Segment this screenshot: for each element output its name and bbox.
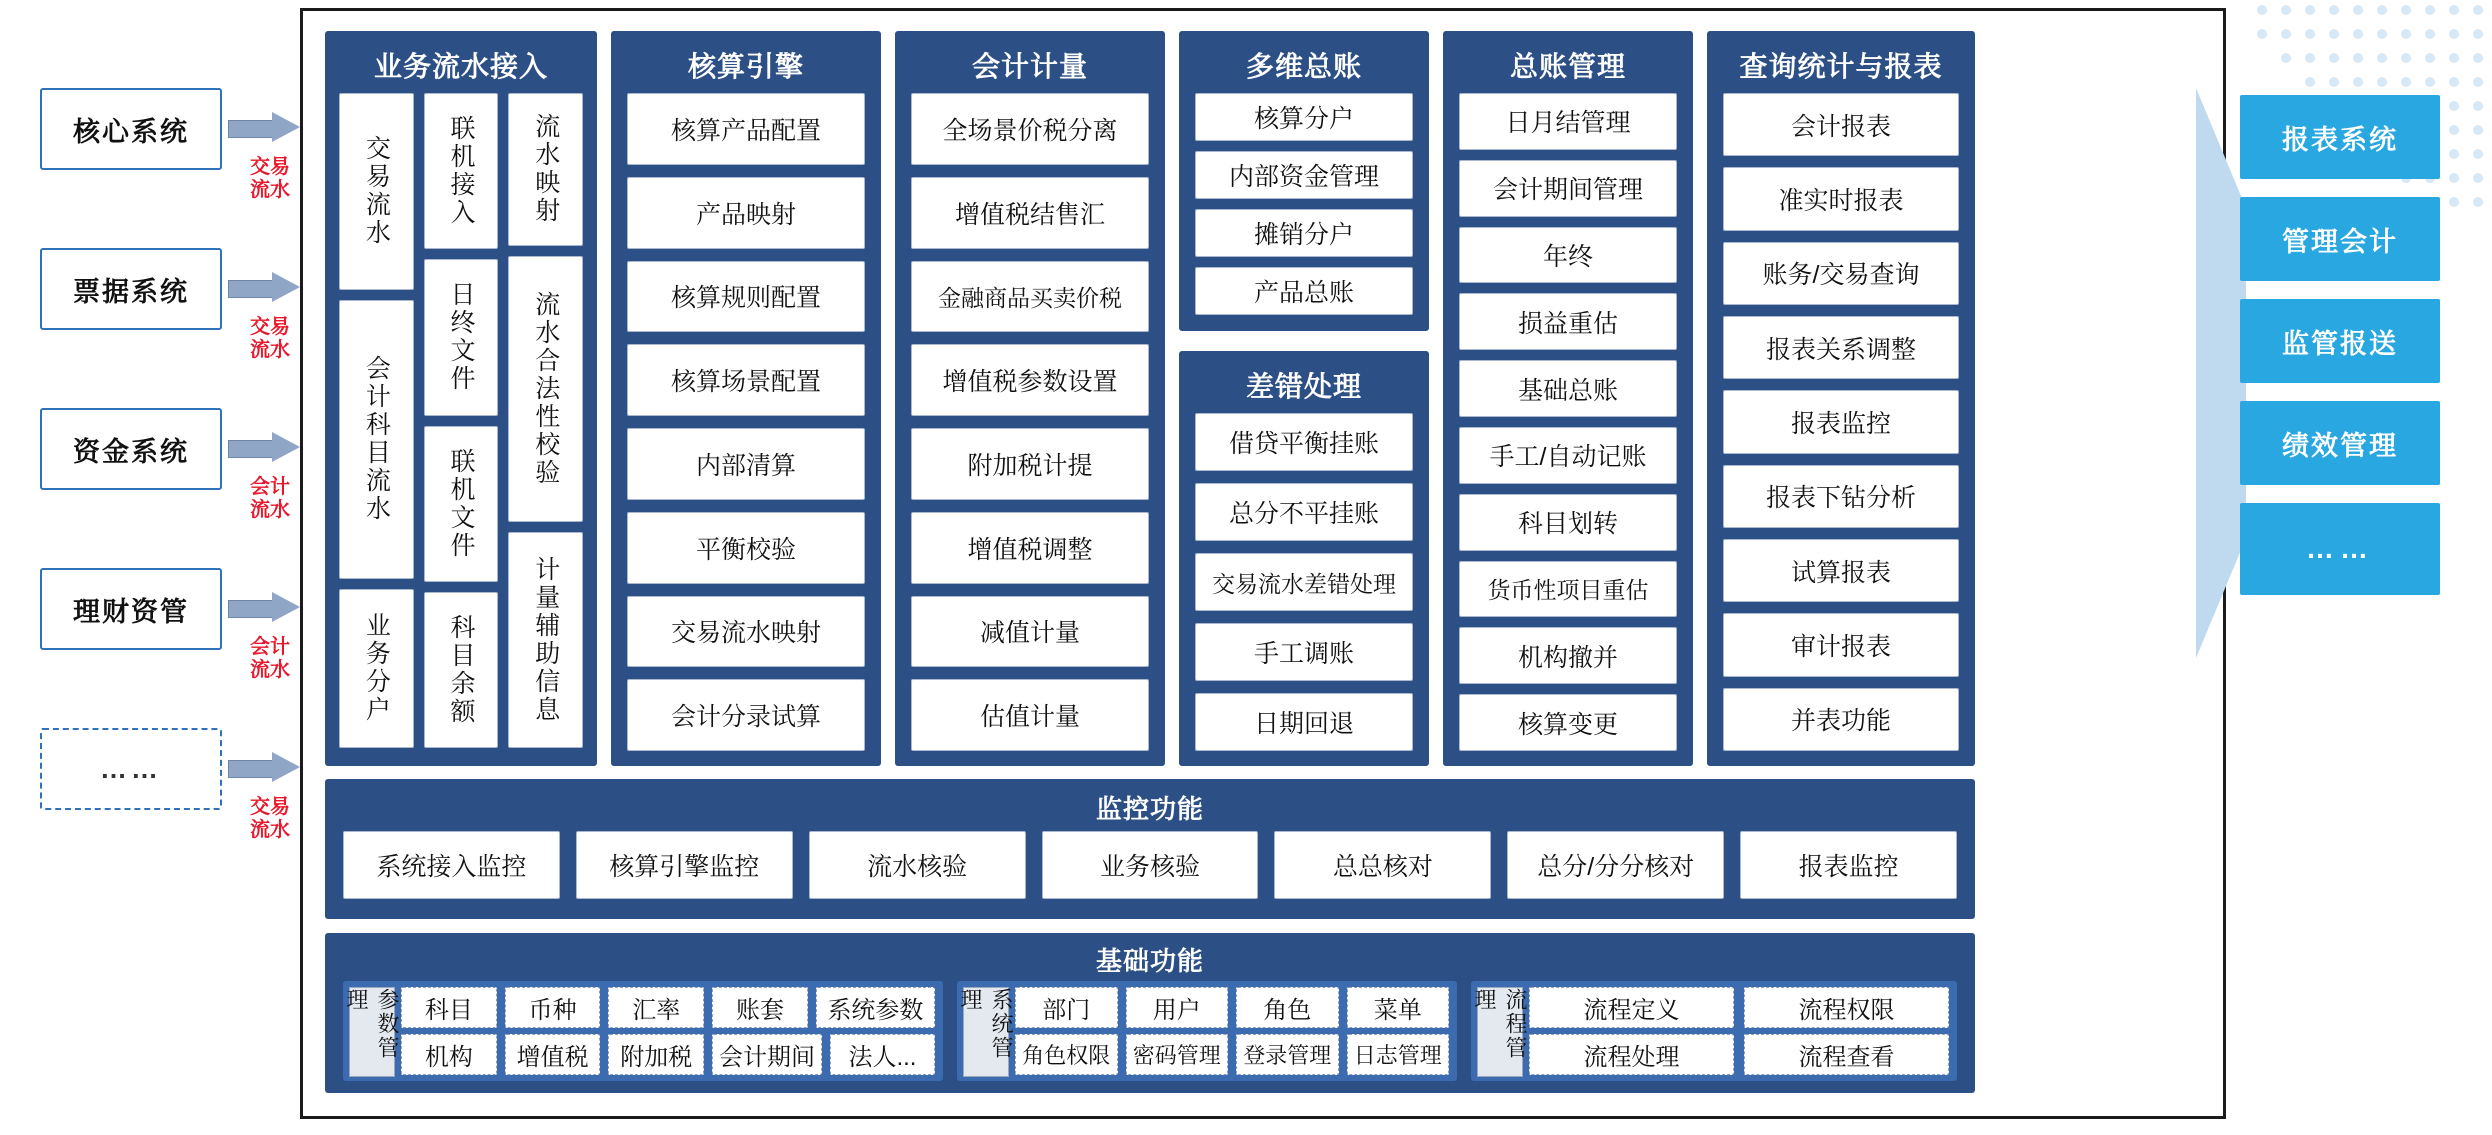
flow-label-more	[230, 796, 310, 842]
item-product-mapping[interactable]: 产品映射	[627, 177, 865, 249]
item-report-monitoring[interactable]: 报表监控	[1723, 390, 1959, 453]
flow-label-line1: 会计	[250, 636, 290, 658]
item-ledger-mismatch-suspense[interactable]: 总分不平挂账	[1195, 483, 1413, 541]
downstream-more[interactable]: ……	[2240, 503, 2440, 595]
group-label-system: 系统管理	[963, 987, 1009, 1077]
panel-accounting-engine	[611, 31, 881, 766]
item-accounting-report[interactable]: 会计报表	[1723, 93, 1959, 156]
source-row	[40, 70, 290, 230]
item-monetary-item-revaluation[interactable]: 货币性项目重估	[1459, 561, 1677, 618]
panel-title: 核算引擎	[687, 51, 804, 82]
platform-frame	[300, 8, 2226, 1119]
item-accounting-engine-monitoring[interactable]: 核算引擎监控	[576, 831, 793, 899]
flow-label-core	[230, 156, 310, 202]
panel-title: 总账管理	[1509, 51, 1626, 82]
item-role[interactable]: 角色	[1236, 987, 1339, 1028]
source-row	[40, 550, 290, 710]
item-financial-goods-trade-tax[interactable]: 金融商品买卖价税	[911, 261, 1149, 333]
source-row	[40, 230, 290, 390]
item-product-ledger[interactable]: 产品总账	[1195, 267, 1413, 315]
vbox-account-subject-flow[interactable]: 会计科目流水	[339, 300, 414, 579]
item-login-management[interactable]: 登录管理	[1236, 1034, 1339, 1075]
monitoring-title: 监控功能	[1095, 794, 1204, 824]
item-vat-adjustment[interactable]: 增值税调整	[911, 512, 1149, 584]
item-accounting-product-config[interactable]: 核算产品配置	[627, 93, 865, 165]
item-internal-fund-management[interactable]: 内部资金管理	[1195, 151, 1413, 199]
source-box-fund[interactable]: 资金系统	[40, 408, 222, 490]
item-internal-settlement[interactable]: 内部清算	[627, 428, 865, 500]
item-date-rollback[interactable]: 日期回退	[1195, 693, 1413, 751]
group-process-management	[1471, 981, 1957, 1081]
flow-label-bill	[230, 316, 310, 362]
item-ledger-sub-check[interactable]: 总分/分分核对	[1507, 831, 1724, 899]
vbox-flow-validity-check[interactable]: 流水合法性校验	[508, 256, 583, 522]
panel-monitoring	[325, 779, 1975, 919]
arrow-icon	[228, 752, 304, 782]
item-near-realtime-report[interactable]: 准实时报表	[1723, 167, 1959, 230]
flow-label-line1: 交易	[250, 316, 290, 338]
panel-title: 查询统计与报表	[1739, 51, 1943, 82]
panel-title: 会计计量	[971, 51, 1088, 82]
flow-label-line2: 流水	[250, 339, 290, 361]
downstream-regulatory-reporting[interactable]: 监管报送	[2240, 299, 2440, 383]
item-accounting-period[interactable]: 会计期间	[712, 1034, 822, 1075]
source-box-bill[interactable]: 票据系统	[40, 248, 222, 330]
flow-label-line2: 流水	[250, 659, 290, 681]
item-audit-report[interactable]: 审计报表	[1723, 613, 1959, 676]
item-vat-parameter-setting[interactable]: 增值税参数设置	[911, 344, 1149, 416]
item-exchange-rate[interactable]: 汇率	[608, 987, 704, 1028]
item-full-scene-price-tax-separation[interactable]: 全场景价税分离	[911, 93, 1149, 165]
panel-multidimensional-ledger	[1179, 31, 1429, 331]
vbox-measurement-aux-info[interactable]: 计量辅助信息	[508, 532, 583, 748]
arrow-icon	[228, 592, 304, 622]
item-system-access-monitoring[interactable]: 系统接入监控	[343, 831, 560, 899]
panel-query-statistics-reports	[1707, 31, 1975, 766]
arrow-icon	[228, 272, 304, 302]
item-balance-check[interactable]: 平衡校验	[627, 512, 865, 584]
downstream-systems	[2240, 95, 2460, 613]
group-system-management	[957, 981, 1457, 1081]
base-title: 基础功能	[1095, 946, 1204, 976]
flow-label-fund	[230, 476, 310, 522]
group-label-wrap	[1472, 987, 1528, 1075]
downstream-performance-management[interactable]: 绩效管理	[2240, 401, 2440, 485]
arrow-icon	[228, 112, 304, 142]
item-debit-credit-balance-suspense[interactable]: 借贷平衡挂账	[1195, 413, 1413, 471]
item-trial-report[interactable]: 试算报表	[1723, 539, 1959, 602]
item-ledger-to-ledger-check[interactable]: 总总核对	[1274, 831, 1491, 899]
panel-business-flow-access	[325, 31, 597, 766]
source-row	[40, 710, 290, 870]
connector-wedge-icon	[2196, 88, 2246, 658]
source-box-core[interactable]: 核心系统	[40, 88, 222, 170]
item-daily-monthly-close[interactable]: 日月结管理	[1459, 93, 1677, 150]
group-label-parameter: 参数管理	[349, 987, 395, 1077]
item-accounting-entry-trial[interactable]: 会计分录试算	[627, 679, 865, 751]
item-report-monitoring-band[interactable]: 报表监控	[1740, 831, 1957, 899]
flow-label-wealth	[230, 636, 310, 682]
item-valuation-measurement[interactable]: 估值计量	[911, 679, 1149, 751]
item-vat[interactable]: 增值税	[505, 1034, 601, 1075]
flow-label-line1: 交易	[250, 796, 290, 818]
panel-title: 多维总账	[1245, 51, 1362, 82]
item-surtax-accrual[interactable]: 附加税计提	[911, 428, 1149, 500]
item-role-permission[interactable]: 角色权限	[1015, 1034, 1118, 1075]
item-accounting-change[interactable]: 核算变更	[1459, 694, 1677, 751]
item-currency[interactable]: 币种	[505, 987, 601, 1028]
item-basic-ledger[interactable]: 基础总账	[1459, 360, 1677, 417]
item-surtax[interactable]: 附加税	[608, 1034, 704, 1075]
item-report-drilldown-analysis[interactable]: 报表下钻分析	[1723, 465, 1959, 528]
source-box-more[interactable]: ……	[40, 728, 222, 810]
panel-base-functions	[325, 933, 1975, 1093]
item-vat-settlement[interactable]: 增值税结售汇	[911, 177, 1149, 249]
item-legal-entity[interactable]: 法人...	[830, 1034, 935, 1075]
arrow-icon	[228, 432, 304, 462]
flow-label-line2: 流水	[250, 819, 290, 841]
source-box-wealth[interactable]: 理财资管	[40, 568, 222, 650]
item-flow-verification[interactable]: 流水核验	[809, 831, 1026, 899]
item-amortization-subaccount[interactable]: 摊销分户	[1195, 209, 1413, 257]
item-account-transaction-query[interactable]: 账务/交易查询	[1723, 242, 1959, 305]
panel-error-handling	[1179, 351, 1429, 766]
panel-general-ledger-management	[1443, 31, 1693, 766]
item-process-definition[interactable]: 流程定义	[1529, 987, 1734, 1028]
group-label-process: 流程管理	[1477, 987, 1523, 1077]
item-system-parameter[interactable]: 系统参数	[816, 987, 935, 1028]
downstream-report-system[interactable]: 报表系统	[2240, 95, 2440, 179]
item-consolidation-function[interactable]: 并表功能	[1723, 688, 1959, 751]
item-institution-merge[interactable]: 机构撤并	[1459, 627, 1677, 684]
item-report-relation-adjustment[interactable]: 报表关系调整	[1723, 316, 1959, 379]
item-accounting-scene-config[interactable]: 核算场景配置	[627, 344, 865, 416]
item-log-management[interactable]: 日志管理	[1347, 1034, 1450, 1075]
group-parameter-management	[343, 981, 943, 1081]
item-business-verification[interactable]: 业务核验	[1042, 831, 1259, 899]
downstream-management-accounting[interactable]: 管理会计	[2240, 197, 2440, 281]
panel-title: 差错处理	[1245, 371, 1362, 402]
item-accounting-rule-config[interactable]: 核算规则配置	[627, 261, 865, 333]
item-accounting-period-management[interactable]: 会计期间管理	[1459, 160, 1677, 217]
flow-label-line1: 交易	[250, 156, 290, 178]
item-year-end[interactable]: 年终	[1459, 227, 1677, 284]
flow-label-line2: 流水	[250, 499, 290, 521]
item-transaction-flow-mapping[interactable]: 交易流水映射	[627, 596, 865, 668]
vbox-online-file[interactable]: 联机文件	[424, 426, 499, 582]
vbox-eod-file[interactable]: 日终文件	[424, 259, 499, 415]
item-accounting-subaccount[interactable]: 核算分户	[1195, 93, 1413, 141]
item-department[interactable]: 部门	[1015, 987, 1118, 1028]
item-process-permission[interactable]: 流程权限	[1744, 987, 1949, 1028]
source-row	[40, 390, 290, 550]
item-impairment-measurement[interactable]: 减值计量	[911, 596, 1149, 668]
item-process-view[interactable]: 流程查看	[1744, 1034, 1949, 1075]
item-profit-loss-revaluation[interactable]: 损益重估	[1459, 293, 1677, 350]
group-label-wrap	[344, 987, 400, 1075]
item-transaction-flow-error-handling[interactable]: 交易流水差错处理	[1195, 553, 1413, 611]
flow-label-line1: 会计	[250, 476, 290, 498]
item-manual-auto-entry[interactable]: 手工/自动记账	[1459, 427, 1677, 484]
item-manual-adjustment[interactable]: 手工调账	[1195, 623, 1413, 681]
item-user[interactable]: 用户	[1126, 987, 1229, 1028]
item-subject[interactable]: 科目	[401, 987, 497, 1028]
group-label-wrap	[958, 987, 1014, 1075]
vbox-online-access[interactable]: 联机接入	[424, 93, 499, 249]
vbox-flow-mapping[interactable]: 流水映射	[508, 93, 583, 246]
item-institution[interactable]: 机构	[401, 1034, 497, 1075]
vbox-subject-balance[interactable]: 科目余额	[424, 592, 499, 748]
item-subject-transfer[interactable]: 科目划转	[1459, 494, 1677, 551]
flow-label-line2: 流水	[250, 179, 290, 201]
panel-accounting-measurement	[895, 31, 1165, 766]
panel-title: 业务流水接入	[373, 51, 548, 82]
vbox-transaction-flow[interactable]: 交易流水	[339, 93, 414, 290]
source-systems	[40, 70, 290, 870]
item-password-management[interactable]: 密码管理	[1126, 1034, 1229, 1075]
item-process-handling[interactable]: 流程处理	[1529, 1034, 1734, 1075]
item-menu[interactable]: 菜单	[1347, 987, 1450, 1028]
item-account-set[interactable]: 账套	[712, 987, 808, 1028]
vbox-business-subaccount[interactable]: 业务分户	[339, 589, 414, 748]
